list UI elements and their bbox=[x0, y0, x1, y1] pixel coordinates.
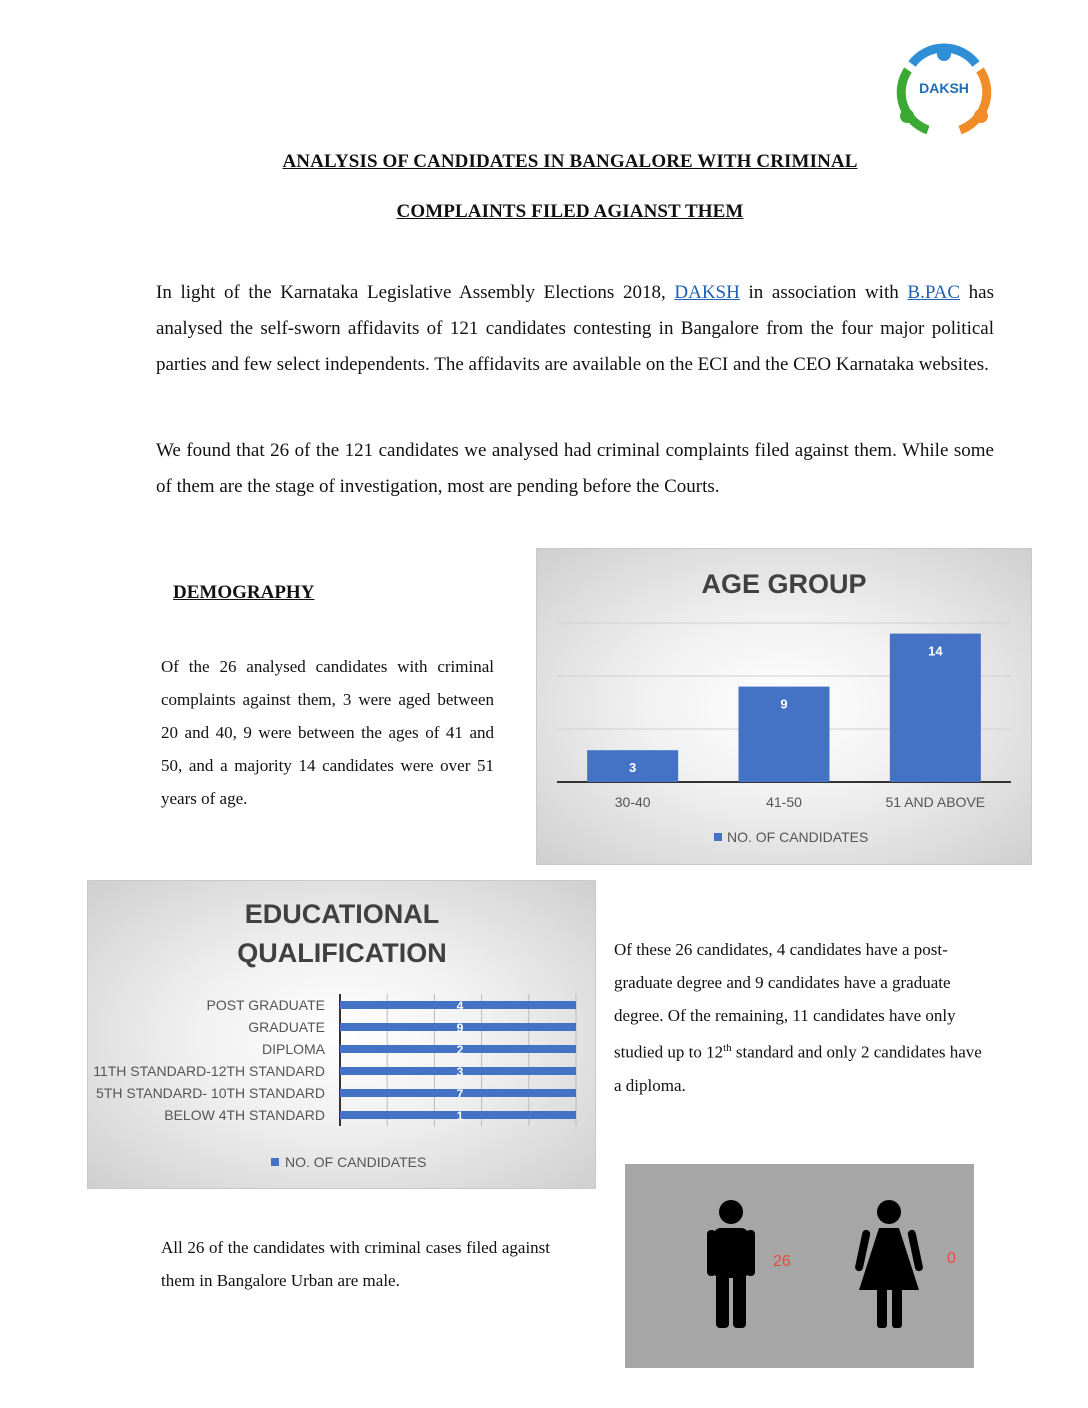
education-text-a: Of these 26 candidates, 4 candidates have a post-graduate degree and 9 candidates have a graduate degree. Of the remaining, 11 candidates have only studied up to 12 bbox=[614, 940, 956, 1062]
age-legend-label: NO. OF CANDIDATES bbox=[727, 829, 869, 845]
education-chart bbox=[87, 880, 596, 1189]
intro-paragraph-2: We found that 26 of the 121 candidates we analysed had criminal complaints filed against them. While some of them are the stage of investigation, most are pending before the Courts. bbox=[156, 440, 994, 497]
edu-category-label: BELOW 4TH STANDARD bbox=[164, 1107, 325, 1123]
education-text bbox=[614, 933, 988, 1102]
edu-bar-data-label: 7 bbox=[456, 1087, 464, 1101]
bpac-link[interactable]: B.PAC bbox=[907, 282, 961, 303]
age-bar-data-label: 9 bbox=[780, 696, 788, 712]
edu-category-label: 11TH STANDARD-12TH STANDARD bbox=[93, 1063, 325, 1079]
male-count: 26 bbox=[773, 1253, 791, 1270]
intro-text-a: In light of the Karnataka Legislative Assembly Elections 2018, bbox=[156, 282, 675, 303]
intro-text-b: in association with bbox=[739, 282, 908, 303]
age-group-chart bbox=[536, 548, 1032, 865]
education-chart-title-line2: QUALIFICATION bbox=[237, 938, 447, 968]
education-text-sup: th bbox=[723, 1042, 732, 1054]
age-category-label: 51 AND ABOVE bbox=[885, 794, 986, 810]
daksh-logo-icon bbox=[860, 34, 1030, 148]
daksh-link[interactable]: DAKSH bbox=[674, 282, 740, 303]
edu-bar-data-label: 1 bbox=[456, 1109, 464, 1123]
demography-heading: DEMOGRAPHY bbox=[173, 582, 315, 603]
edu-category-label: POST GRADUATE bbox=[206, 997, 325, 1013]
edu-legend-swatch bbox=[271, 1158, 279, 1166]
demography-text: Of the 26 analysed candidates with criminal complaints against them, 3 were aged between 20 and 40, 9 were between the ages of 41 and 50, and a majority 14 candidates were over 51 years of age. bbox=[161, 657, 494, 808]
gender-text: All 26 of the candidates with criminal cases filed against them in Bangalore Urban are male. bbox=[161, 1238, 550, 1290]
edu-category-label: 5TH STANDARD- 10TH STANDARD bbox=[96, 1085, 325, 1101]
edu-bar-data-label: 9 bbox=[456, 1021, 464, 1035]
education-text-b: standard and only 2 candidates have a diploma. bbox=[614, 1042, 982, 1095]
page-title-line2: COMPLAINTS FILED AGIANST THEM bbox=[396, 201, 744, 222]
edu-category-label: GRADUATE bbox=[248, 1019, 325, 1035]
age-chart-title: AGE GROUP bbox=[701, 569, 867, 599]
edu-legend-label: NO. OF CANDIDATES bbox=[285, 1154, 427, 1170]
age-group-chart-svg bbox=[537, 549, 1031, 864]
edu-bar-data-label: 3 bbox=[456, 1065, 464, 1079]
female-person-icon bbox=[854, 1200, 923, 1328]
daksh-logo bbox=[860, 34, 1030, 148]
gender-infographic-svg bbox=[625, 1164, 974, 1368]
edu-category-label: DIPLOMA bbox=[261, 1041, 325, 1057]
age-legend-swatch bbox=[714, 833, 722, 841]
female-count: 0 bbox=[947, 1250, 956, 1267]
male-person-icon bbox=[707, 1200, 755, 1328]
age-category-label: 41-50 bbox=[766, 794, 802, 810]
gender-infographic bbox=[625, 1164, 974, 1368]
age-category-label: 30-40 bbox=[614, 794, 651, 810]
age-bar-data-label: 3 bbox=[629, 760, 637, 776]
edu-bar-data-label: 2 bbox=[456, 1043, 464, 1057]
education-chart-title-line1: EDUCATIONAL bbox=[244, 899, 440, 929]
age-bar-data-label: 14 bbox=[928, 643, 943, 659]
intro-text-c: has analysed the self-sworn affidavits of 121 candidates contesting in Bangalore from the four major political parties and few select independents. The affidavits are available on the ECI and the CEO Karnataka websites. bbox=[156, 282, 995, 375]
logo-text: DAKSH bbox=[919, 80, 969, 96]
page-title-line1: ANALYSIS OF CANDIDATES IN BANGALORE WITH CRIMINAL bbox=[282, 151, 858, 172]
education-chart-svg bbox=[88, 881, 595, 1188]
edu-bar-data-label: 4 bbox=[456, 999, 464, 1013]
intro-paragraph-1 bbox=[156, 275, 994, 383]
